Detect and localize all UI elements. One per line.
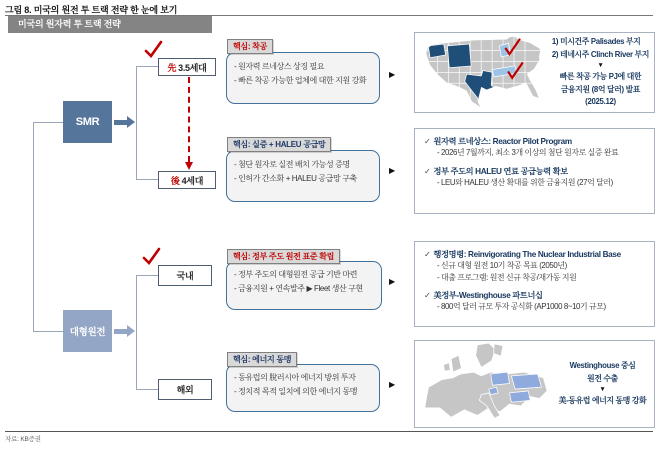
export-line: 원전 수출: [587, 373, 618, 383]
panel-renaissance: [414, 128, 655, 214]
check-icon: [143, 40, 164, 58]
core1-bullet: - 빠른 착공 가능한 업체에 대한 지원 강화: [234, 76, 367, 85]
connector-line: [136, 275, 158, 276]
panel-item: [424, 290, 648, 313]
panel-arrow-icon: ▶: [389, 70, 396, 79]
check-icon: ✓: [424, 250, 431, 259]
core1-bullet: - 원자력 르네상스 상징 필요: [234, 62, 325, 71]
panel4-text: [551, 360, 654, 408]
item-head: 행정명령: Reinvigorating The Nuclear Industrial Base: [433, 250, 621, 259]
item-head: 정부 주도의 HALEU 연료 공급능력 확보: [433, 166, 568, 176]
branch-overseas: 해외: [158, 379, 212, 400]
site-line: 2) 테네시주 Clinch River 부지: [551, 49, 650, 59]
source-note: 자료: KB증권: [5, 436, 41, 443]
check-icon: ✓: [424, 166, 431, 176]
core-header-demonstration: 핵심: 실증 + HALEU 공급망: [227, 137, 331, 152]
europe-map: [415, 339, 551, 430]
check-icon: [141, 247, 162, 265]
node-large-nuclear: 대형원전: [63, 310, 112, 352]
section-title-bar: 미국의 원자력 투 트랙 전략: [8, 16, 212, 33]
core4-bullet: - 정치적 목적 일치에 의한 에너지 동맹: [234, 387, 358, 396]
panel-arrow-icon: ▶: [389, 380, 396, 389]
item-sub: - 2026년 7월까지, 최소 3개 이상의 첨단 원자로 실증 완료: [437, 148, 619, 157]
down-arrow-icon: ▼: [599, 386, 606, 394]
connector-line: [33, 122, 34, 331]
core-header-construction: 핵심: 착공: [227, 39, 273, 54]
branch-gen3-5: [158, 58, 216, 76]
result-line: (2025.12): [585, 97, 616, 107]
flow-arrow-icon: [114, 325, 136, 337]
core2-bullet: - 첨단 원자로 실전 배치 가능성 증명: [234, 160, 350, 169]
figure-title: 그림 8. 미국의 원전 투 트랙 전략 한 눈에 보기: [5, 5, 178, 15]
sequence-arrow-icon: [184, 77, 194, 172]
result-line: 빠른 착공 가능 PJ에 대한: [559, 72, 642, 82]
core4-bullet: - 동유럽의 脫러시아 에너지 방위 투자: [234, 373, 356, 382]
us-map: [415, 31, 547, 115]
node-smr: SMR: [63, 101, 112, 143]
core3-bullet: - 정부 주도의 대형원전 공급 기반 마련: [234, 270, 358, 279]
result-line: 美-동유럽 에너지 동맹 강화: [558, 396, 647, 406]
branch-domestic: 국내: [158, 265, 212, 286]
branch-gen4: [158, 171, 216, 189]
connector-line: [136, 389, 158, 390]
connector-line: [136, 66, 158, 67]
bottom-rule: [5, 431, 653, 432]
connector-line: [33, 331, 63, 332]
connector-line: [136, 275, 137, 389]
down-arrow-icon: ▼: [597, 62, 604, 70]
panel-item: [424, 166, 648, 189]
check-icon: ✓: [424, 291, 431, 300]
item-head: 美정부-Westinghouse 파트너십: [433, 291, 543, 300]
panel-europe-export: [414, 340, 655, 428]
export-line: Westinghouse 중심: [569, 361, 636, 371]
gen3-5-prefix: 先: [167, 62, 177, 73]
check-icon: ✓: [424, 137, 431, 146]
gen3-5-label: 3.5세대: [178, 62, 207, 73]
core-header-energy-alliance: 핵심: 에너지 동맹: [227, 352, 297, 367]
panel1-text: [547, 36, 654, 109]
flow-arrow-icon: [114, 116, 136, 128]
item-sub: - 800억 달러 규모 투자 공식화 (AP1000 8~10기 규모): [437, 302, 606, 311]
site-line: 1) 미시건주 Palisades 부지: [551, 37, 641, 47]
core2-bullet: - 인허가 간소화 + HALEU 공급망 구축: [234, 174, 357, 183]
core3-bullet: - 금융지원 + 연속발주 ▶ Fleet 생산 구현: [234, 284, 363, 293]
panel-item: [424, 136, 648, 159]
panel-item: [424, 249, 648, 283]
connector-line: [136, 179, 158, 180]
panel-arrow-icon: ▶: [389, 277, 396, 286]
connector-line: [33, 122, 63, 123]
result-line: 금융지원 (8억 달러) 발표: [560, 84, 641, 94]
panel-arrow-icon: ▶: [389, 166, 396, 175]
panel-executive-order: [414, 241, 655, 327]
connector-line: [136, 66, 137, 179]
panel-us-sites: [414, 32, 655, 113]
item-sub: - 대출 프로그램: 원전 신규 착공/재가동 지원: [437, 272, 577, 282]
gen4-prefix: 後: [170, 175, 180, 186]
core-header-standard: 핵심: 정부 주도 원전 표준 확립: [227, 249, 340, 264]
item-head: 원자력 르네상스: Reactor Pilot Program: [433, 137, 572, 146]
item-sub: - LEU와 HALEU 생산 확대를 위한 금융지원 (27억 달러): [437, 177, 613, 187]
item-sub: - 신규 대형 원전 10기 착공 목표 (2050년): [437, 261, 567, 270]
gen4-label: 4세대: [181, 175, 204, 186]
